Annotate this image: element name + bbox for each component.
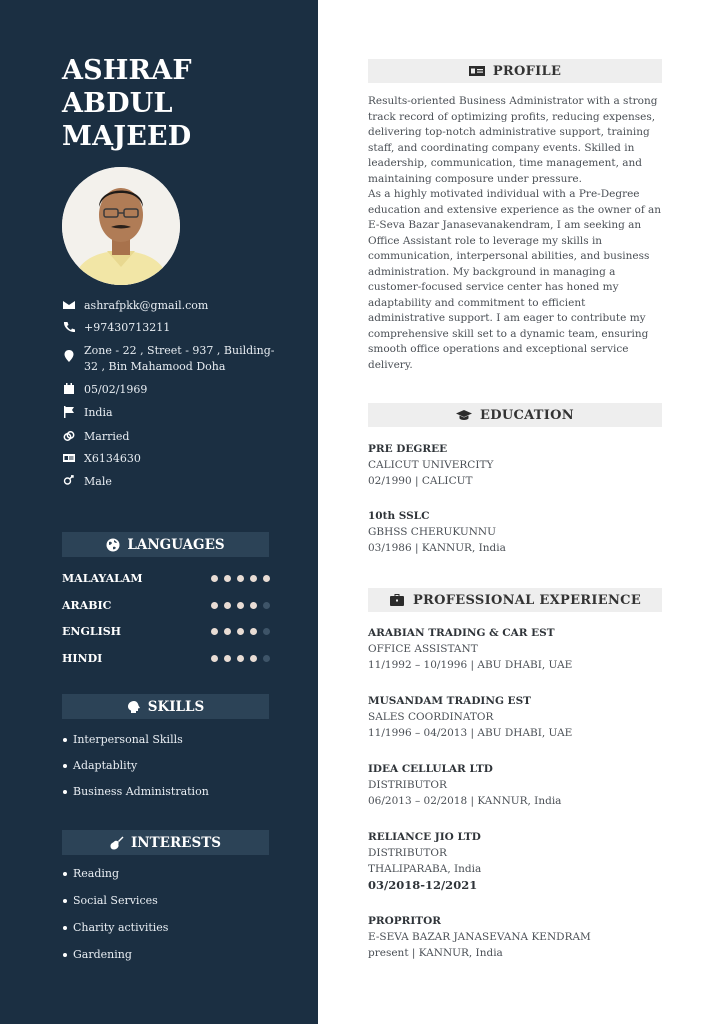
phone-icon	[62, 320, 76, 334]
experience-dates: 03/2018-12/2021	[368, 878, 478, 892]
experience-role: SALES COORDINATOR	[368, 711, 494, 723]
level-dot	[211, 602, 218, 609]
guitar-icon	[110, 836, 124, 850]
list-item: Reading	[62, 867, 272, 881]
language-name: MALAYALAM	[62, 571, 143, 585]
flag-icon	[62, 405, 76, 419]
level-dot	[237, 628, 244, 635]
experience-meta: present | KANNUR, India	[368, 947, 503, 959]
experience-entry	[368, 829, 662, 893]
name-line-2: ABDUL	[62, 88, 173, 119]
skills-list	[62, 733, 272, 811]
experience-role: E-SEVA BAZAR JANASEVANA KENDRAM	[368, 931, 591, 943]
list-item: Interpersonal Skills	[62, 733, 272, 747]
level-dot	[250, 655, 257, 662]
list-item: Business Administration	[62, 785, 272, 799]
name-line-1: ASHRAF	[62, 55, 192, 86]
profile-paragraph-1: Results-oriented Business Administrator with a strong track record of optimizing profits, reducing expenses, delivering top-notch administrative support, training staff, and coordinating company events. Skilled in leadership, communication, time management, and maintaining composure under pressure.	[368, 95, 658, 185]
contact-phone: +97430713211	[62, 320, 170, 336]
experience-company: ARABIAN TRADING & CAR EST	[368, 627, 555, 639]
contact-marital: Married	[62, 429, 129, 445]
level-dot	[237, 602, 244, 609]
contact-gender: Male	[62, 474, 112, 490]
education-degree: PRE DEGREE	[368, 443, 448, 455]
education-meta: 03/1986 | KANNUR, India	[368, 542, 506, 554]
interests-list	[62, 867, 272, 975]
level-dot	[211, 575, 218, 582]
brain-icon	[127, 700, 141, 714]
level-dot	[263, 575, 270, 582]
education-heading: EDUCATION	[368, 403, 662, 427]
language-level-dots	[211, 575, 270, 582]
level-dot	[237, 655, 244, 662]
experience-entry	[368, 625, 662, 673]
contact-country: India	[62, 405, 113, 421]
experience-company: IDEA CELLULAR LTD	[368, 763, 493, 775]
language-name: ARABIC	[62, 598, 112, 612]
person-name	[62, 54, 192, 153]
contact-id: X6134630	[62, 451, 141, 467]
language-row	[62, 651, 270, 665]
contact-address: Zone - 22 , Street - 937 , Building-32 , Bin Mahamood Doha	[62, 343, 277, 375]
education-school: CALICUT UNIVERCITY	[368, 459, 494, 471]
experience-entry	[368, 913, 662, 961]
languages-heading: LANGUAGES	[62, 532, 269, 557]
level-dot	[224, 575, 231, 582]
level-dot	[250, 575, 257, 582]
profile-photo	[62, 167, 180, 285]
language-row	[62, 571, 270, 585]
contact-email: ashrafpkk@gmail.com	[62, 298, 208, 314]
profile-heading: PROFILE	[368, 59, 662, 83]
experience-heading: PROFESSIONAL EXPERIENCE	[368, 588, 662, 612]
experience-role: DISTRIBUTOR	[368, 847, 447, 859]
experience-company: PROPRITOR	[368, 915, 441, 927]
experience-meta: THALIPARABA, India	[368, 863, 482, 875]
id-card-icon	[469, 64, 485, 78]
level-dot	[224, 602, 231, 609]
education-degree: 10th SSLC	[368, 510, 430, 522]
briefcase-icon	[389, 593, 405, 607]
education-school: GBHSS CHERUKUNNU	[368, 526, 496, 538]
id-card-icon	[62, 451, 76, 465]
experience-meta: 06/2013 – 02/2018 | KANNUR, India	[368, 795, 562, 807]
level-dot	[224, 655, 231, 662]
profile-paragraph-2: As a highly motivated individual with a Pre-Degree education and extensive experience as the owner of an E-Seva Bazar Janasevanakendram, I am seeking an Office Assistant role to leverage my skills in communication, interpersonal abilities, and business administration. My background in managing a customer-focused service center has honed my adaptability and commitment to efficient administrative support. I am eager to contribute my comprehensive skill set to a dynamic team, ensuring smooth office operations and exceptional service delivery.	[368, 188, 662, 371]
experience-entry	[368, 761, 662, 809]
sidebar	[0, 0, 318, 1024]
level-dot	[237, 575, 244, 582]
level-dot	[211, 655, 218, 662]
language-level-dots	[211, 628, 270, 635]
education-entry	[368, 441, 662, 489]
interests-heading: INTERESTS	[62, 830, 269, 855]
globe-icon	[106, 538, 120, 552]
gender-icon	[62, 474, 76, 488]
list-item: Gardening	[62, 948, 272, 962]
experience-role: OFFICE ASSISTANT	[368, 643, 478, 655]
level-dot	[250, 628, 257, 635]
language-row	[62, 598, 270, 612]
experience-entry	[368, 693, 662, 741]
envelope-icon	[62, 298, 76, 312]
skills-heading: SKILLS	[62, 694, 269, 719]
education-entry	[368, 508, 662, 556]
name-line-3: MAJEED	[62, 121, 192, 152]
education-meta: 02/1990 | CALICUT	[368, 475, 473, 487]
profile-text	[368, 94, 662, 373]
level-dot	[263, 602, 270, 609]
calendar-icon	[62, 382, 76, 396]
language-level-dots	[211, 655, 270, 662]
level-dot	[211, 628, 218, 635]
language-name: HINDI	[62, 651, 103, 665]
language-name: ENGLISH	[62, 624, 122, 638]
level-dot	[250, 602, 257, 609]
level-dot	[224, 628, 231, 635]
level-dot	[263, 655, 270, 662]
experience-company: MUSANDAM TRADING EST	[368, 695, 531, 707]
experience-meta: 11/1996 – 04/2013 | ABU DHABI, UAE	[368, 727, 573, 739]
list-item: Charity activities	[62, 921, 272, 935]
language-row	[62, 624, 270, 638]
experience-role: DISTRIBUTOR	[368, 779, 447, 791]
experience-meta: 11/1992 – 10/1996 | ABU DHABI, UAE	[368, 659, 573, 671]
language-level-dots	[211, 602, 270, 609]
list-item: Social Services	[62, 894, 272, 908]
list-item: Adaptablity	[62, 759, 272, 773]
contact-dob: 05/02/1969	[62, 382, 147, 398]
level-dot	[263, 628, 270, 635]
rings-icon	[62, 429, 76, 443]
experience-company: RELIANCE JIO LTD	[368, 831, 481, 843]
location-pin-icon	[62, 349, 76, 363]
graduation-cap-icon	[456, 408, 472, 422]
